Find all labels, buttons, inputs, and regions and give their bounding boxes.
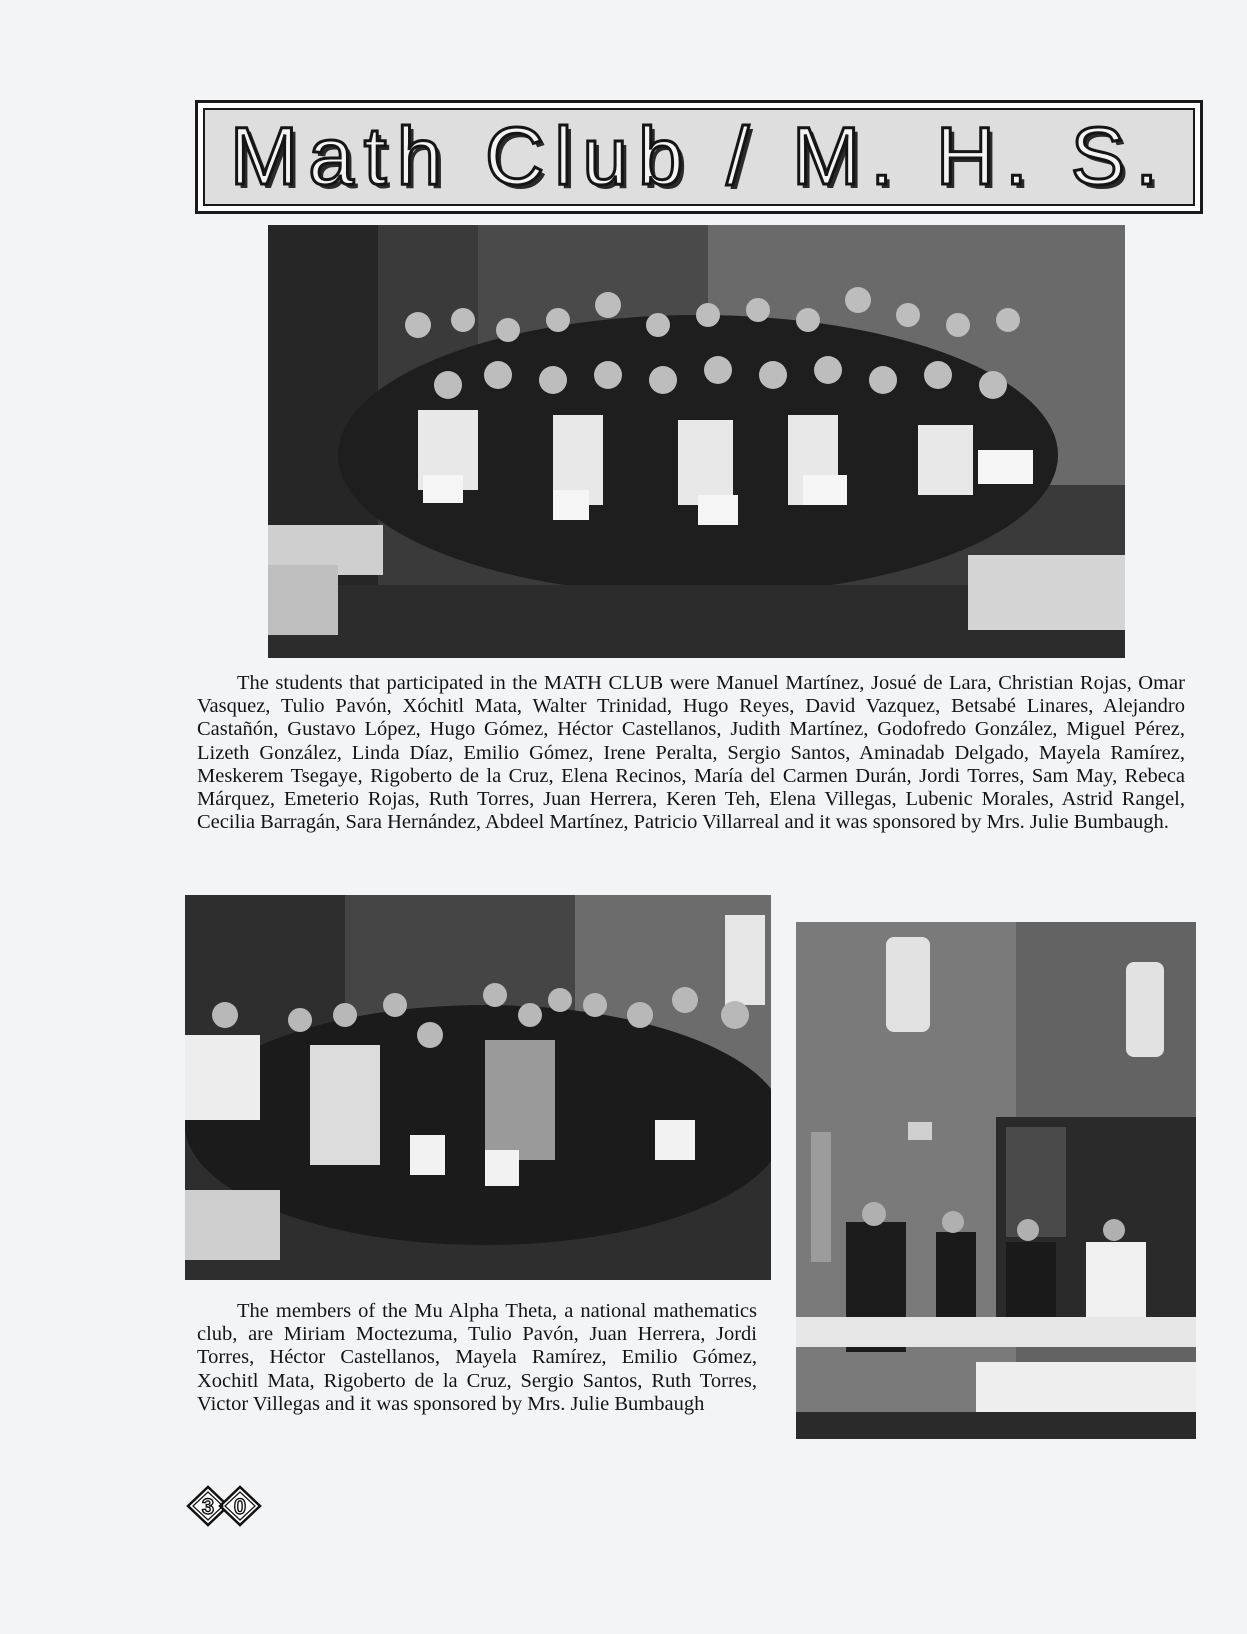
- page-title: Math Club / M. H. S.: [229, 111, 1169, 202]
- page-number-digit-1: 3: [201, 1494, 215, 1519]
- mu-alpha-theta-caption: The members of the Mu Alpha Theta, a national mathematics club, are Miriam Moctezuma, Tulio Pavón, Juan Herrera, Jordi Torres, Héctor Castellanos, Mayela Ramírez, Emilio Gómez, Xochitl Mata, Rigoberto de la Cruz, Sergio Santos, Ruth Torres, Victor Villegas and it was sponsored by Mrs. Julie Bumbaugh: [197, 1300, 757, 1415]
- mu-alpha-theta-group-photo: [185, 895, 771, 1280]
- math-club-caption: The students that participated in the MATH CLUB were Manuel Martínez, Josué de Lara, Christian Rojas, Omar Vasquez, Tulio Pavón, Xóchitl Mata, Walter Trinidad, Hugo Reyes, David Vazquez, Betsabé Linares, Alejandro Castañón, Gustavo López, Hugo Gómez, Héctor Castellanos, Judith Martínez, Godofredo González, Miguel Pérez, Lizeth González, Linda Díaz, Emilio Gómez, Irene Peralta, Sergio Santos, Aminadab Delgado, Mayela Ramírez, Meskerem Tsegaye, Rigoberto de la Cruz, Elena Recinos, María del Carmen Durán, Jordi Torres, Sam May, Rebeca Márquez, Emeterio Rojas, Ruth Torres, Juan Herrera, Keren Teh, Elena Villegas, Lubenic Morales, Astrid Rangel, Cecilia Barragán, Sara Hernández, Abdeel Martínez, Patricio Villarreal and it was sponsored by Mrs. Julie Bumbaugh.: [197, 672, 1185, 834]
- title-banner-inner: [203, 108, 1195, 206]
- math-club-group-photo: [268, 225, 1125, 658]
- title-banner: [195, 100, 1203, 214]
- ceremony-photo: [796, 922, 1196, 1439]
- diamond-page-number-icon: [184, 1484, 264, 1528]
- group-photo-icon: [268, 225, 1125, 658]
- page-number-digit-2: 0: [233, 1494, 247, 1519]
- ceremony-photo-icon: [796, 922, 1196, 1439]
- page-number-badge: [184, 1484, 264, 1528]
- group-photo-icon: [185, 895, 771, 1280]
